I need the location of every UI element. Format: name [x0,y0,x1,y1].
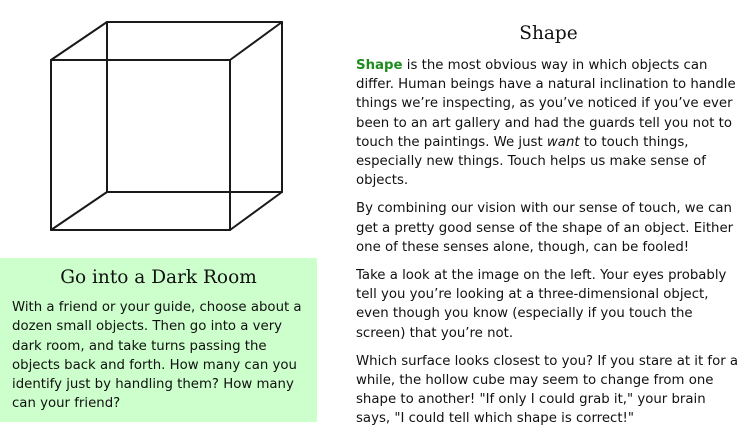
paragraph-1-text-b: to touch things, especially new things. Touch helps us make sense of objects. [356,134,706,189]
paragraph-1-text-a: is the most obvious way in which objects can differ. Human beings have a natural inclination to handle things we’re inspecting, as you’ve noticed if you’ve ever been to an art gallery and had the guards tell you not to touch the paintings. We just [356,58,736,150]
keyword-shape: Shape [356,58,403,73]
activity-body: With a friend or your guide, choose about a dozen small objects. Then go into a very dark room, and take turns passing the objects back and forth. How many can you identify just by handling them? How many can your friend? [12,300,302,412]
activity-title: Go into a Dark Room [60,267,257,288]
emphasis-want: want [546,134,580,150]
activity-box [0,258,317,422]
article [356,20,741,438]
article-title: Shape [519,23,578,44]
article-paragraph-1 [356,56,741,190]
article-paragraph-3: Take a look at the image on the left. Your eyes probably tell you you’re looking at a three-dimensional object, even though you know (especially if you touch the screen) that you’re not. [356,268,727,341]
necker-cube-icon [30,8,300,248]
article-paragraph-4: Which surface looks closest to you? If you stare at it for a while, the hollow cube may seem to change from one shape to another! "If only I could grab it," your brain says, "I could tell which shape is correct!" [356,353,739,427]
article-paragraph-2: By combining our vision with our sense of touch, we can get a pretty good sense of the shape of an object. Either one of these senses alone, though, can be fooled! [356,201,734,255]
